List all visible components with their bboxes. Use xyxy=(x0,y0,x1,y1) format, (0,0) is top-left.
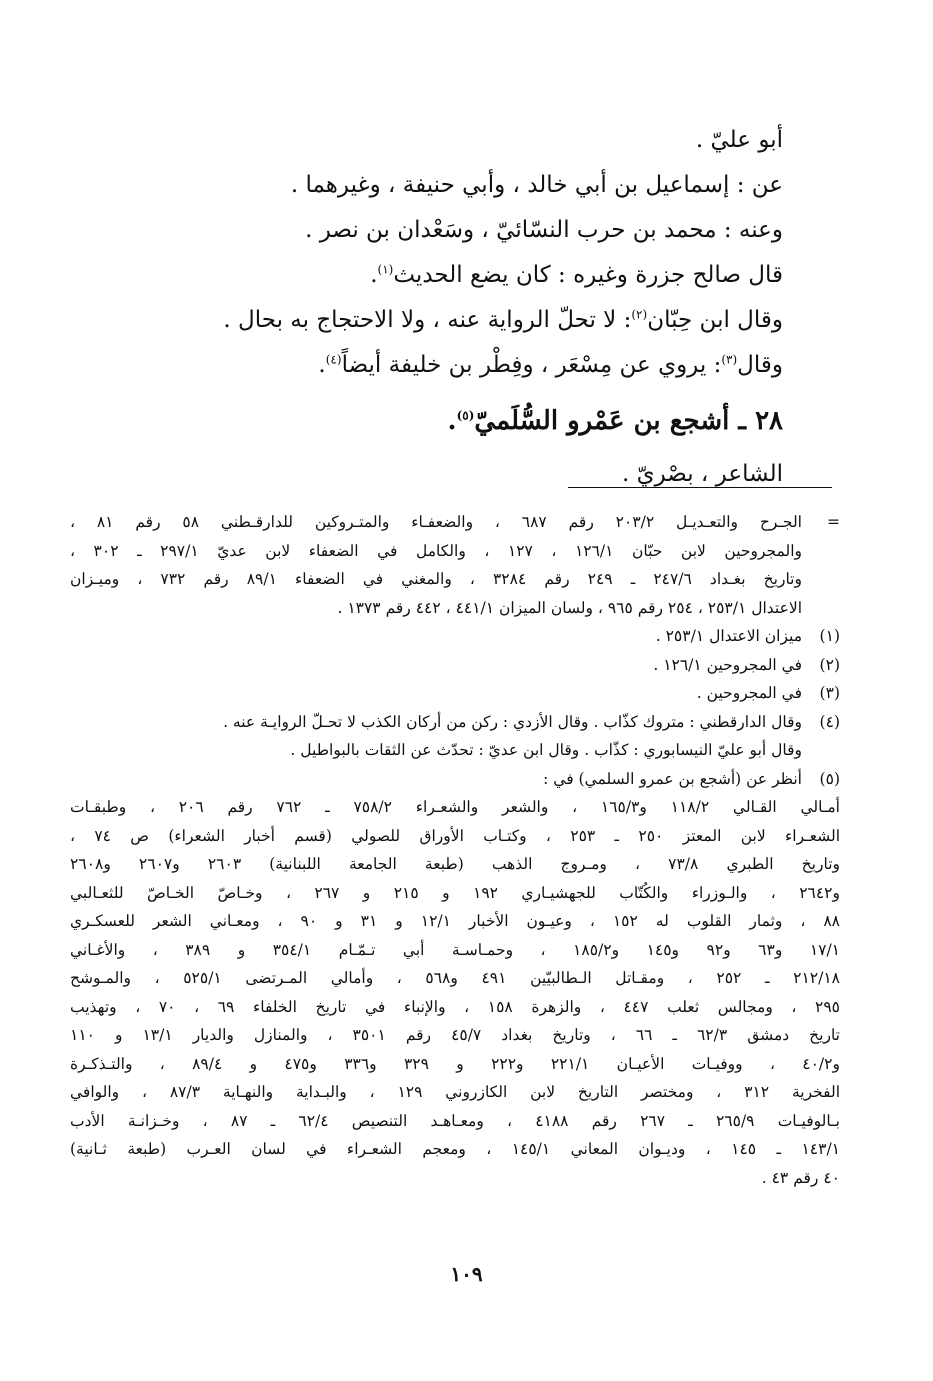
footnote-line: وتاريخ بغـداد ٢٤٧/٦ ـ ٢٤٩ رقم ٣٢٨٤ ، والمغني في الضعفاء ٨٩/١ رقم ٧٣٢ ، وميـزان xyxy=(70,570,802,588)
footnote-line: أنظر عن (أشجع بن عمرو السلمي) في : xyxy=(543,769,802,788)
continuation-marker: = xyxy=(827,513,840,531)
footnote-line: ميزان الاعتدال ٢٥٣/١ . xyxy=(655,627,802,645)
page-number: ١٠٩ xyxy=(450,1262,483,1286)
source-line: و٤٠/٢ ، ووفيـات الأعيـان ٢٢١/١ و٢٢٢ و ٣٢٩ و٣٣٦ و٤٧٥ و ٨٩/٤ ، والتـذكـرة xyxy=(70,1054,840,1073)
footnotes xyxy=(70,508,840,1192)
footnote-number: (٥) xyxy=(819,769,840,788)
footnote-4 xyxy=(70,708,840,765)
source-line: وتاريخ الطبري ٧٣/٨ ، ومـروج الذهب (طبعة الجامعة اللبنانية) ٢٦٠٣ و٢٦٠٧ و٢٦٠٨ xyxy=(70,855,840,873)
footnote-number: (٢) xyxy=(819,655,840,674)
footnote-5-sources xyxy=(70,793,840,1192)
source-line: الشعـراء لابن المعتز ٢٥٠ ـ ٢٥٣ ، وكتـاب الأوراق للصولي (قسم أخبار الشعراء) ص ٧٤ ، xyxy=(70,826,840,845)
footnote-line: الاعتدال ٢٥٣/١ ، ٢٥٤ رقم ٩٦٥ ، ولسان الميزان ٤٤١/١ ، ٤٤٢ رقم ١٣٧٣ . xyxy=(337,598,802,617)
footnote-line: في المجروحين ١٢٦/١ . xyxy=(653,655,802,674)
footnote-continuation xyxy=(70,508,840,622)
source-line: تاريخ دمشق ٦٢/٣ ـ ٦٦ ، وتاريخ بغداد ٤٥/٧ رقم ٣٥٠١ ، والمنازل والديار ١٣/١ و ١١٠ xyxy=(70,1026,840,1044)
text-line: وقال$^{(٣)}$: يروي عن مِسْعَر ، وفِطْر بن خليفة أيضاً$^{(٤)}$. xyxy=(318,352,783,378)
footnote-divider xyxy=(568,487,832,488)
source-line: بـالوفيـات ٢٦٥/٩ ـ ٢٦٧ رقم ٤١٨٨ ، ومعـاهـد التنصيص ٦٢/٤ ـ ٨٧ ، وخـزانـة الأدب xyxy=(70,1111,840,1130)
text-line: قال صالح جزرة وغيره : كان يضع الحديث$^{(١)}$. xyxy=(370,262,783,288)
footnote-line: والمجروحين لابن حبّان ١٢٦/١ ، ١٢٧ ، والكامل في الضعفاء لابن عديّ ٢٩٧/١ ـ ٣٠٢ ، xyxy=(70,541,802,560)
source-line: و٢٦٤٢ ، والـوزراء والكُتّاب للجهشيـاري ١٩٢ و ٢١٥ و ٢٦٧ ، وخـاصّ الخـاصّ للثعـالبي xyxy=(70,883,840,902)
footnote-5 xyxy=(70,765,840,794)
source-line: ٨٨ ، وثمار القلوب له ١٥٢ ، وعيـون الأخبار ١٢/١ و ٣١ و ٩٠ ، ومعـاني الشعر للعسكـري xyxy=(70,912,840,930)
footnote-ref: (٤) xyxy=(325,352,342,367)
source-line: أمـالي القـالي ١١٨/٢ و١٦٥/٣ ، والشعر والشعـراء ٧٥٨/٢ ـ ٧٦٢ رقم ٢٠٦ ، وطبقـات xyxy=(70,798,840,816)
entry-subtitle: الشاعر ، بصْريّ . xyxy=(621,461,783,487)
footnote-number: (٣) xyxy=(819,684,840,702)
footnote-3 xyxy=(70,679,840,708)
footnote-line: وقال أبو عليّ النيسابوري : كذّاب . وقال ابن عديّ : تحدّث عن الثقات بالبواطيل . xyxy=(290,741,802,759)
footnote-line: وقال الدارقطني : متروك كذّاب . وقال الأزدي : ركن من أركان الكذب لا تحـلّ الروايـة عنه . xyxy=(223,712,802,731)
footnote-line: الجـرح والتعـديـل ٢٠٣/٢ رقم ٦٨٧ ، والضعفـاء والمتـروكين للدارقـطني ٥٨ رقم ٨١ ، xyxy=(70,513,802,531)
footnote-1 xyxy=(70,622,840,651)
footnote-ref: (٢) xyxy=(631,307,648,322)
footnote-ref: (٥) xyxy=(456,408,475,423)
text-line: وعنه : محمد بن حرب النسّائيّ ، وسَعْدان بن نصر . xyxy=(305,217,783,243)
source-line: ١٧/١ و٦٣ و٩٢ و١٤٥ و١٨٥/٢ ، وحمـاسـة أبي تـمّـام ٣٥٤/١ و ٣٨٩ ، والأغـاني xyxy=(70,940,840,959)
source-line: ٤٠ رقم ٤٣ . xyxy=(761,1168,840,1187)
footnote-line: في المجروحين . xyxy=(696,684,802,702)
footnote-ref: (١) xyxy=(377,262,394,277)
source-line: ٢٩٥ ، ومجالس ثعلب ٤٤٧ ، والزهرة ١٥٨ ، والإنباء في تاريخ الخلفاء ٦٩ ، ٧٠ ، وتهذيب xyxy=(70,997,840,1016)
footnote-ref: (٣) xyxy=(721,352,738,367)
text-line: وقال ابن حِبّان$^{(٢)}$: لا تحلّ الرواية عنه ، ولا الاحتجاج به بحال . xyxy=(223,307,783,333)
source-line: الفخرية ٣١٢ ، ومختصر التاريخ لابن الكازروني ١٢٩ ، والبـداية والنهـاية ٨٧/٣ ، والوافي xyxy=(70,1083,840,1101)
footnote-number: (١) xyxy=(819,627,840,645)
source-line: ٢١٢/١٨ ـ ٢٥٢ ، ومقـاتل الـطالبيّين ٤٩١ و٥٦٨ ، وأمالي المـرتضى ٥٢٥/١ ، والمـوشح xyxy=(70,969,840,987)
footnote-number: (٤) xyxy=(819,712,840,731)
text-line: عن : إسماعيل بن أبي خالد ، وأبي حنيفة ، وغيرهما . xyxy=(290,172,783,198)
entry-heading: ٢٨ ـ أشجع بن عَمْرو السُّلَميّ$^{(٥)}$. xyxy=(447,406,783,436)
main-text xyxy=(83,118,783,497)
text-line: أبو عليّ . xyxy=(695,127,783,153)
source-line: ١٤٣/١ ـ ١٤٥ ، وديـوان المعاني ١٤٥/١ ، ومعجم الشعـراء في لسان العـرب (طبعة ثـانية) xyxy=(70,1140,840,1158)
footnote-2 xyxy=(70,651,840,680)
